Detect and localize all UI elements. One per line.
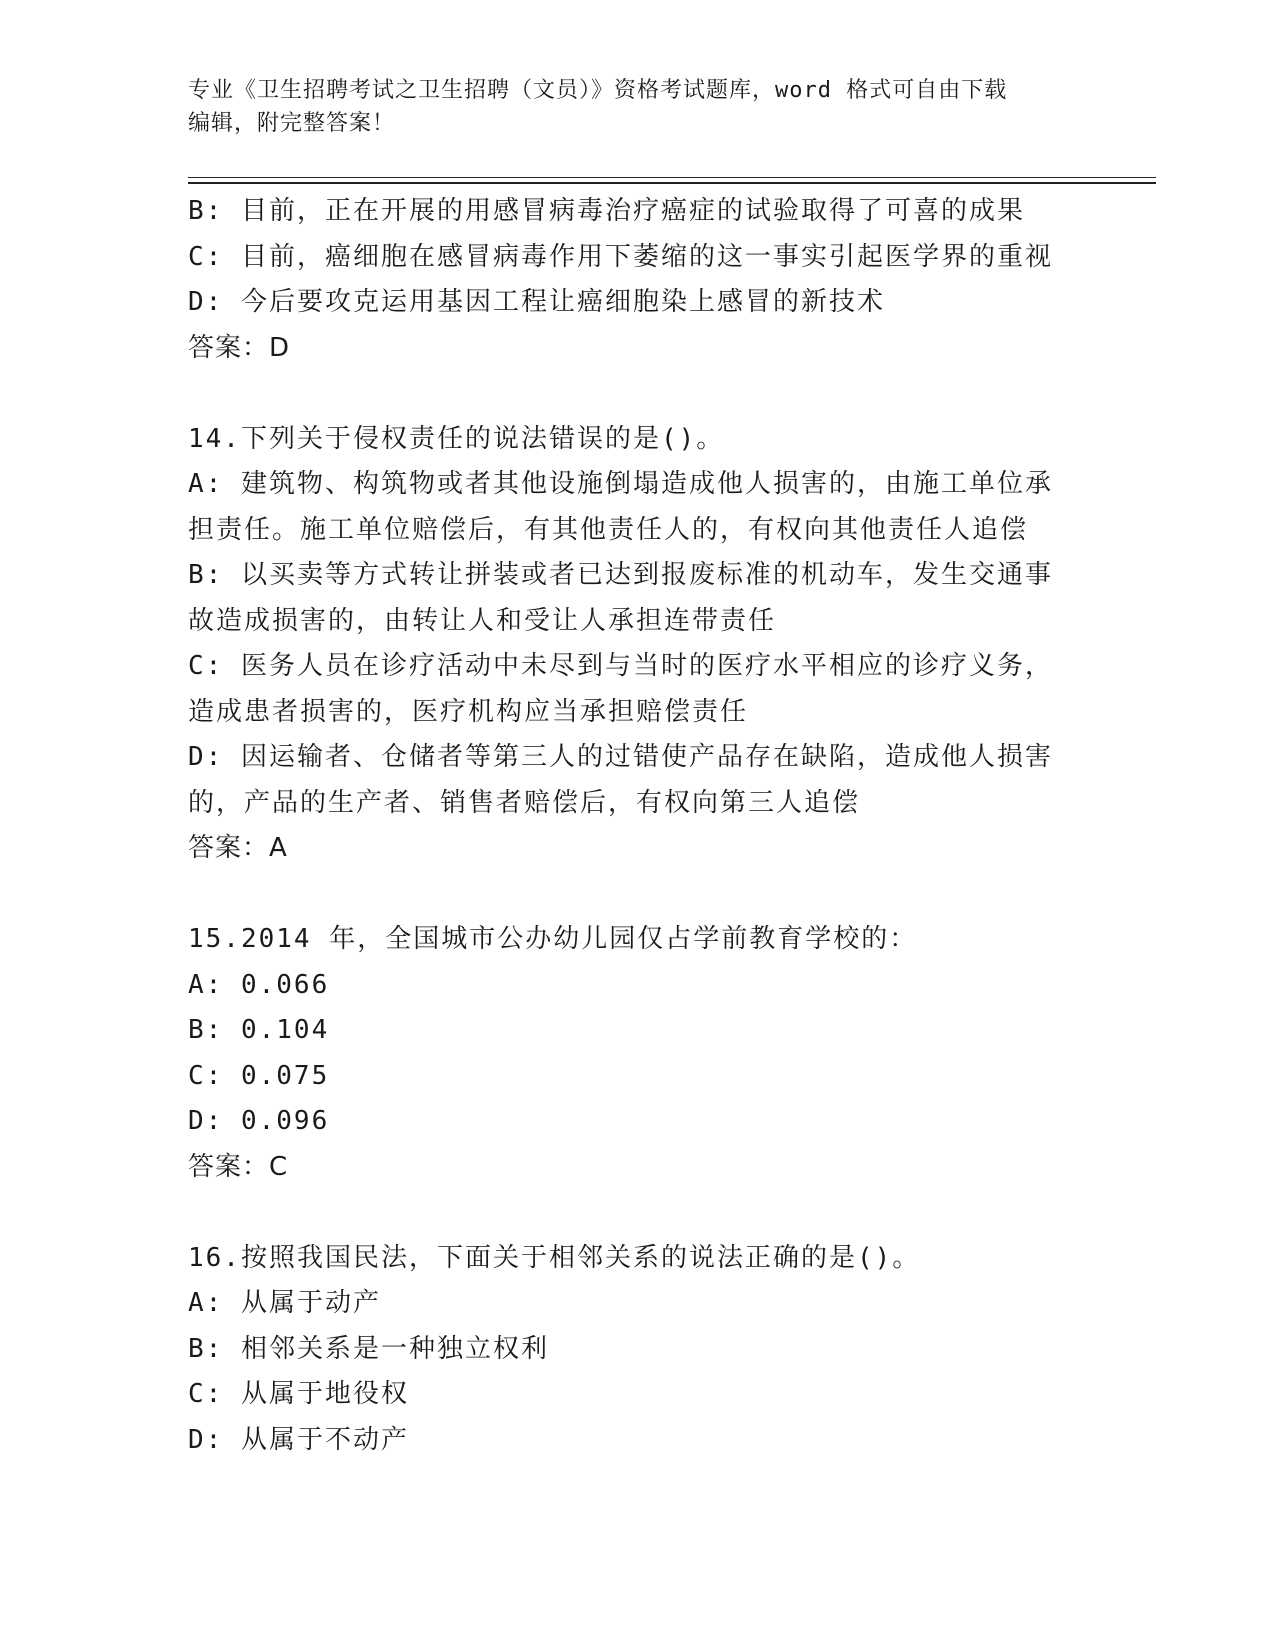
option-c: C: 目前，癌细胞在感冒病毒作用下萎缩的这一事实引起医学界的重视 — [188, 241, 1053, 272]
option-d: D: 从属于不动产 — [188, 1424, 409, 1455]
option-d: D: 0.096 — [188, 1106, 330, 1136]
option-c: C: 从属于地役权 — [188, 1379, 409, 1409]
option-d-line-1: D: 因运输者、仓储者等第三人的过错使产品存在缺陷，造成他人损害 — [188, 742, 1053, 772]
question-13 — [188, 189, 1088, 371]
option-c-line-1: C: 医务人员在诊疗活动中未尽到与当时的医疗水平相应的诊疗义务， — [188, 651, 1053, 681]
option-c: C: 0.075 — [188, 1060, 330, 1091]
question-stem: 16.按照我国民法，下面关于相邻关系的说法正确的是()。 — [188, 1242, 921, 1273]
option-d: D: 今后要攻克运用基因工程让癌细胞染上感冒的新技术 — [188, 287, 885, 317]
option-b-line-1: B: 以买卖等方式转让拼装或者已达到报废标准的机动车，发生交通事 — [188, 560, 1053, 590]
answer: 答案：C — [188, 1151, 289, 1182]
question-stem: 15.2014 年，全国城市公办幼儿园仅占学前教育学校的： — [188, 924, 918, 954]
question-stem: 14.下列关于侵权责任的说法错误的是()。 — [188, 423, 725, 454]
option-b: B: 0.104 — [188, 1015, 330, 1045]
question-14 — [188, 417, 1088, 872]
option-a: A: 从属于动产 — [188, 1288, 381, 1318]
answer: 答案：A — [188, 833, 288, 863]
question-16 — [188, 1236, 1088, 1464]
option-b: B: 目前，正在开展的用感冒病毒治疗癌症的试验取得了可喜的成果 — [188, 196, 1025, 226]
option-b-line-2: 故造成损害的，由转让人和受让人承担连带责任 — [188, 605, 777, 636]
option-a: A: 0.066 — [188, 969, 330, 1000]
option-a-line-2: 担责任。施工单位赔偿后，有其他责任人的，有权向其他责任人追偿 — [188, 514, 1029, 545]
question-15 — [188, 917, 1088, 1190]
header-line-2: 编辑，附完整答案！ — [188, 111, 396, 136]
option-a-line-1: A: 建筑物、构筑物或者其他设施倒塌造成他人损害的，由施工单位承 — [188, 469, 1053, 499]
question-content — [188, 189, 1088, 1463]
header-rule-thick — [188, 182, 1156, 184]
header-line-1: 专业《卫生招聘考试之卫生招聘（文员）》资格考试题库，word 格式可自由下载 — [188, 78, 1008, 103]
document-header — [188, 74, 1068, 140]
header-rule-thin — [188, 177, 1156, 178]
option-b: B: 相邻关系是一种独立权利 — [188, 1333, 549, 1364]
option-c-line-2: 造成患者损害的，医疗机构应当承担赔偿责任 — [188, 696, 749, 727]
option-d-line-2: 的，产品的生产者、销售者赔偿后，有权向第三人追偿 — [188, 787, 861, 818]
answer: 答案：D — [188, 332, 291, 363]
